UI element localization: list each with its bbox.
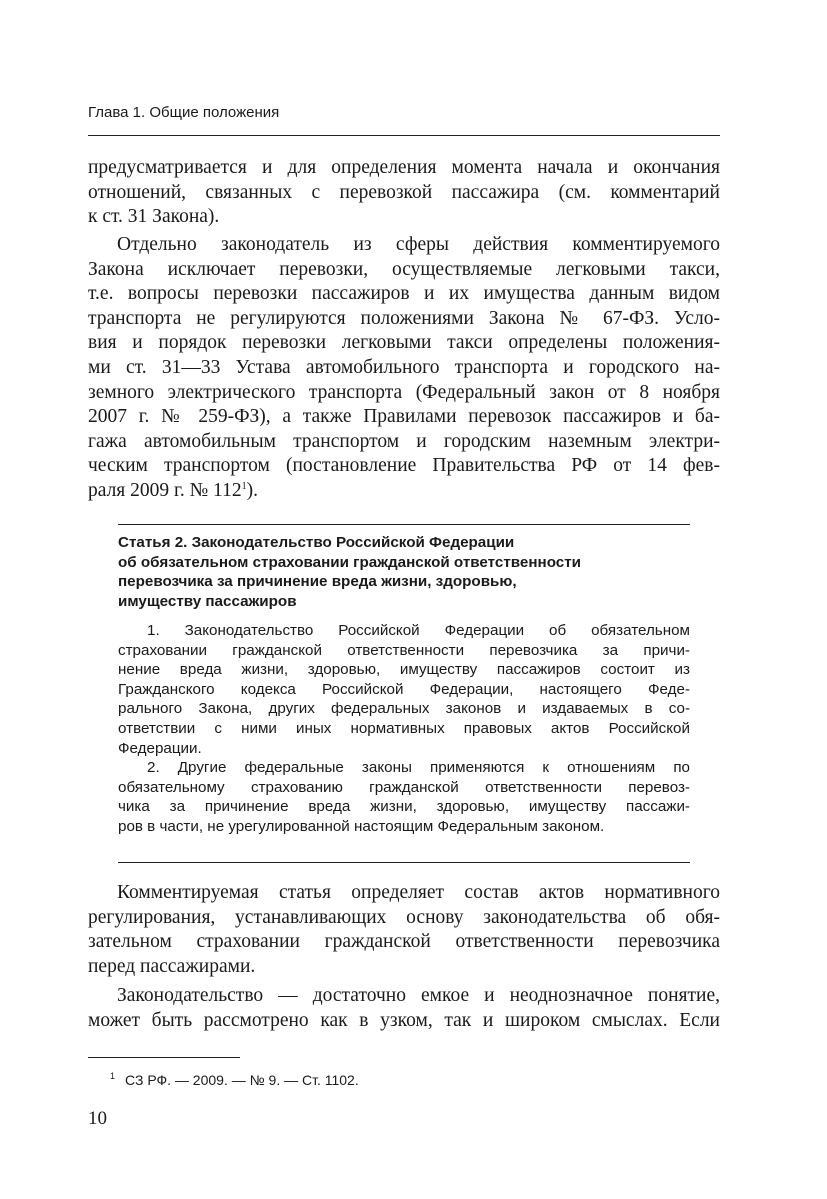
article-body [118,621,690,837]
text-fragment: ). [246,479,258,501]
page-number: 10 [88,1108,107,1129]
paragraph-2 [88,233,720,504]
footnote [110,1071,359,1088]
text-fragment: раля 2009 г. № 112 [88,479,242,501]
text-line: Закона исключает перевозки, осуществляемые легковыми такси, [88,258,720,280]
text-line: ми ст. 31—33 Устава автомобильного транспорта и городского на- [88,356,720,378]
clause-1-line: рального Закона, других федеральных законов и издаваемых в со- [118,700,690,718]
paragraph-3 [88,881,720,979]
text-line: гажа автомобильным транспортом и городским наземным электри- [88,430,720,452]
text-line: регулирования, устанавливающих основу законодательства об обя- [88,906,720,928]
paragraph-1 [88,156,720,230]
title-line: имуществу пассажиров [118,592,297,610]
text-line-last [88,479,720,504]
clause-1-line: страховании гражданской ответственности перевозчика за причи- [118,641,690,659]
title-line: Статья 2. Законодательство Российской Федерации [118,534,515,551]
running-header: Глава 1. Общие положения [88,104,280,121]
article-title [118,533,690,611]
clause-1-line: 1. Законодательство Российской Федерации об обязательном [147,622,690,639]
text-line: вия и порядок перевозки легковыми такси определены положения- [88,332,720,354]
clause-2-line: ров в части, не урегулированной настоящим Федеральным законом. [118,817,605,835]
text-line: отношений, связанных с перевозкой пассажира (см. комментарий [88,181,720,203]
text-line: транспорта не регулируются положениями Закона № 67-ФЗ. Усло- [88,307,720,329]
clause-2-line: обязательному страхованию гражданской ответственности перевоз- [118,778,690,796]
title-line: об обязательном страховании гражданской ответственности [118,553,581,571]
text-line: ческим транспортом (постановление Правительства РФ от 14 фев- [88,455,720,477]
clause-2-line: 2. Другие федеральные законы применяются к отношениям по [147,759,690,777]
text-line: зательном страховании гражданской ответственности перевозчика [88,931,720,953]
clause-1-line: ответствии с ними иных нормативных правовых актов Российской [118,719,690,737]
title-line: перевозчика за причинение вреда жизни, здоровью, [118,573,517,590]
footnote-text: СЗ РФ. — 2009. — № 9. — Ст. 1102. [125,1072,359,1088]
text-line: к ст. 31 Закона). [88,206,220,228]
article-top-divider [118,524,690,525]
footnote-divider [88,1057,240,1058]
clause-1-line: Федерации. [118,739,202,757]
footnote-ref[interactable]: 1 [241,480,247,492]
header-divider [88,135,720,136]
text-line: может быть рассмотрено как в узком, так и широком смыслах. Если [88,1009,720,1031]
text-line: перед пассажирами. [88,955,256,977]
text-line: Законодательство — достаточно емкое и неоднозначное понятие, [117,985,720,1006]
text-line: Комментируемая статья определяет состав актов нормативного [117,882,720,903]
clause-2-line: чика за причинение вреда жизни, здоровью, имуществу пассажи- [118,798,690,816]
text-line: т.е. вопросы перевозки пассажиров и их имущества данным видом [88,283,720,305]
paragraph-4 [88,984,720,1033]
text-line: земного электрического транспорта (Федеральный закон от 8 ноября [88,381,720,403]
text-line: предусматривается и для определения момента начала и окончания [88,157,720,178]
clause-1-line: нение вреда жизни, здоровью, имуществу пассажиров состоит из [118,661,690,679]
text-line: Отдельно законодатель из сферы действия комментируемого [117,234,720,255]
clause-1-line: Гражданского кодекса Российской Федерации, настоящего Феде- [118,680,690,698]
text-line: 2007 г. № 259-ФЗ), а также Правилами перевозок пассажиров и ба- [88,406,720,428]
article-bottom-divider [118,862,690,863]
footnote-mark: 1 [110,1071,116,1081]
